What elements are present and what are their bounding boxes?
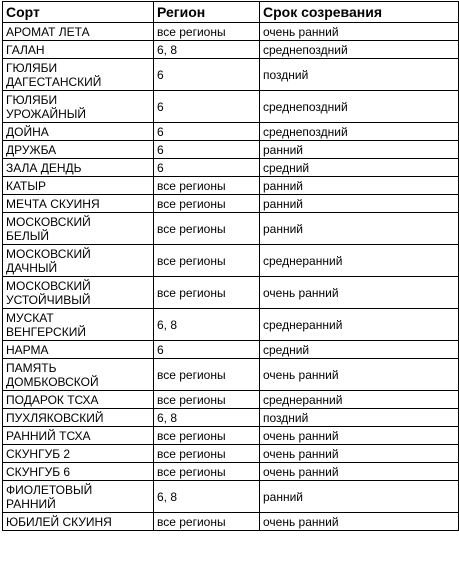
cell-ripening-term: очень ранний <box>260 359 459 391</box>
cell-variety <box>3 409 154 427</box>
table-row <box>3 513 459 531</box>
variety-name-line: ДАГЕСТАНСКИЙ <box>6 74 102 89</box>
cell-variety <box>3 245 154 277</box>
variety-name-line: МОСКОВСКИЙ <box>6 278 91 293</box>
table-row <box>3 123 459 141</box>
variety-name-line: КАТЫР <box>6 178 47 193</box>
cell-ripening-term: среднеранний <box>260 391 459 409</box>
cell-region: все регионы <box>154 177 260 195</box>
cell-ripening-term: среднеранний <box>260 245 459 277</box>
cell-ripening-term: средний <box>260 159 459 177</box>
variety-name-line: УСТОЙЧИВЫЙ <box>6 292 91 307</box>
cell-variety <box>3 195 154 213</box>
cell-variety <box>3 309 154 341</box>
table-row <box>3 409 459 427</box>
cell-ripening-term: среднепоздний <box>260 41 459 59</box>
variety-name-line: УРОЖАЙНЫЙ <box>6 106 87 121</box>
cell-variety <box>3 427 154 445</box>
cell-region: 6 <box>154 341 260 359</box>
cell-region: 6 <box>154 123 260 141</box>
cell-ripening-term: очень ранний <box>260 463 459 481</box>
cell-variety <box>3 359 154 391</box>
cell-variety <box>3 445 154 463</box>
cell-region: все регионы <box>154 195 260 213</box>
table-row <box>3 141 459 159</box>
table-row <box>3 463 459 481</box>
table-row <box>3 445 459 463</box>
variety-name-line: ДРУЖБА <box>6 142 57 157</box>
cell-region: 6, 8 <box>154 481 260 513</box>
variety-name-line: ГЮЛЯБИ <box>6 60 58 75</box>
cell-region: все регионы <box>154 245 260 277</box>
cell-region: 6 <box>154 91 260 123</box>
cell-variety <box>3 513 154 531</box>
variety-name-line: ГАЛАН <box>6 42 45 57</box>
variety-name-line: ДОМБКОВСКОЙ <box>6 374 99 389</box>
cell-region: все регионы <box>154 463 260 481</box>
table-row <box>3 359 459 391</box>
variety-name-line: АРОМАТ ЛЕТА <box>6 24 90 39</box>
cell-ripening-term: ранний <box>260 141 459 159</box>
table-row <box>3 481 459 513</box>
table-row <box>3 427 459 445</box>
variety-name-line: РАННИЙ ТСХА <box>6 428 91 443</box>
cell-region: 6 <box>154 141 260 159</box>
cell-ripening-term: поздний <box>260 59 459 91</box>
grape-varieties-table <box>2 1 459 531</box>
variety-name-line: МОСКОВСКИЙ <box>6 246 91 261</box>
cell-region: все регионы <box>154 23 260 41</box>
table-row <box>3 159 459 177</box>
header-region: Регион <box>154 2 260 23</box>
variety-name-line: СКУНГУБ 6 <box>6 464 71 479</box>
table-row <box>3 41 459 59</box>
cell-ripening-term: ранний <box>260 481 459 513</box>
header-row <box>3 2 459 23</box>
cell-region: все регионы <box>154 391 260 409</box>
table-row <box>3 277 459 309</box>
table-row <box>3 91 459 123</box>
variety-name-line: СКУНГУБ 2 <box>6 446 71 461</box>
cell-region: 6, 8 <box>154 409 260 427</box>
table-body <box>3 23 459 531</box>
variety-name-line: ЮБИЛЕЙ СКУИНЯ <box>6 514 112 529</box>
table-row <box>3 23 459 41</box>
cell-variety <box>3 177 154 195</box>
cell-region: 6, 8 <box>154 41 260 59</box>
cell-ripening-term: среднепоздний <box>260 123 459 141</box>
cell-ripening-term: очень ранний <box>260 427 459 445</box>
variety-name-line: МЕЧТА СКУИНЯ <box>6 196 100 211</box>
variety-name-line: МУСКАТ <box>6 310 54 325</box>
cell-variety <box>3 341 154 359</box>
table-row <box>3 213 459 245</box>
header-variety: Сорт <box>3 2 154 23</box>
cell-variety <box>3 463 154 481</box>
cell-ripening-term: среднепоздний <box>260 91 459 123</box>
cell-ripening-term: среднеранний <box>260 309 459 341</box>
cell-variety <box>3 391 154 409</box>
variety-name-line: ВЕНГЕРСКИЙ <box>6 324 86 339</box>
variety-name-line: ПУХЛЯКОВСКИЙ <box>6 410 104 425</box>
variety-name-line: БЕЛЫЙ <box>6 228 50 243</box>
variety-name-line: РАННИЙ <box>6 496 56 511</box>
cell-region: все регионы <box>154 445 260 463</box>
cell-ripening-term: поздний <box>260 409 459 427</box>
variety-name-line: ЗАЛА ДЕНДЬ <box>6 160 82 175</box>
header-ripening-term: Срок созревания <box>260 2 459 23</box>
cell-variety <box>3 59 154 91</box>
cell-ripening-term: средний <box>260 341 459 359</box>
variety-name-line: ДОЙНА <box>6 124 49 139</box>
cell-region: все регионы <box>154 213 260 245</box>
cell-region: все регионы <box>154 513 260 531</box>
cell-region: все регионы <box>154 359 260 391</box>
cell-ripening-term: ранний <box>260 213 459 245</box>
cell-region: 6, 8 <box>154 309 260 341</box>
cell-variety <box>3 213 154 245</box>
cell-variety <box>3 481 154 513</box>
cell-variety <box>3 41 154 59</box>
table-row <box>3 245 459 277</box>
table-row <box>3 309 459 341</box>
variety-name-line: ПАМЯТЬ <box>6 360 57 375</box>
cell-ripening-term: очень ранний <box>260 23 459 41</box>
cell-ripening-term: очень ранний <box>260 513 459 531</box>
cell-region: 6 <box>154 59 260 91</box>
cell-variety <box>3 159 154 177</box>
variety-name-line: МОСКОВСКИЙ <box>6 214 91 229</box>
cell-variety <box>3 123 154 141</box>
cell-variety <box>3 277 154 309</box>
variety-name-line: ПОДАРОК ТСХА <box>6 392 99 407</box>
table-row <box>3 195 459 213</box>
cell-ripening-term: очень ранний <box>260 445 459 463</box>
table-row <box>3 59 459 91</box>
variety-name-line: НАРМА <box>6 342 49 357</box>
cell-variety <box>3 141 154 159</box>
cell-variety <box>3 91 154 123</box>
cell-variety <box>3 23 154 41</box>
variety-name-line: ФИОЛЕТОВЫЙ <box>6 482 93 497</box>
cell-region: 6 <box>154 159 260 177</box>
variety-name-line: ДАЧНЫЙ <box>6 260 58 275</box>
cell-ripening-term: ранний <box>260 177 459 195</box>
cell-ripening-term: очень ранний <box>260 277 459 309</box>
cell-ripening-term: ранний <box>260 195 459 213</box>
variety-name-line: ГЮЛЯБИ <box>6 92 58 107</box>
cell-region: все регионы <box>154 427 260 445</box>
table-row <box>3 391 459 409</box>
cell-region: все регионы <box>154 277 260 309</box>
table-row <box>3 341 459 359</box>
table-row <box>3 177 459 195</box>
